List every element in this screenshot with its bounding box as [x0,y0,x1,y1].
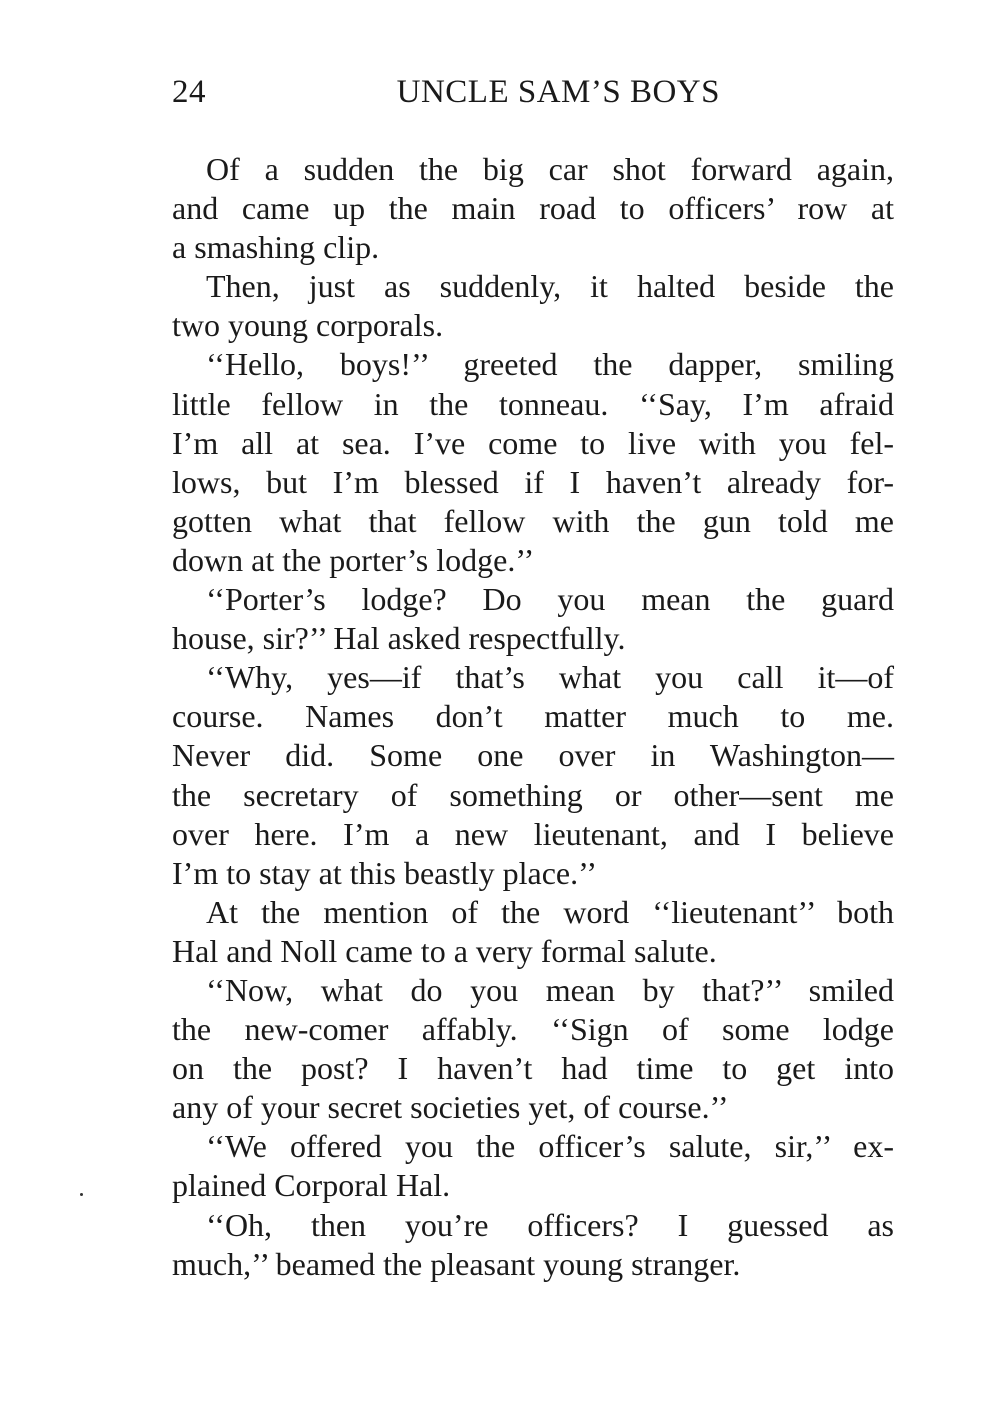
text-line: ‘‘Now, what do you mean by that?’’ smiled [206,971,894,1008]
text-line: over here. I’m a new lieutenant, and I believe [172,815,894,852]
text-line: Of a sudden the big car shot forward again, [206,151,894,187]
body-text [172,150,894,1284]
paragraph [172,345,894,580]
paragraph [172,893,894,971]
text-line: any of your secret societies yet, of course.’’ [172,1089,729,1126]
text-line: ‘‘Oh, then you’re officers? I guessed as [206,1206,894,1243]
text-line: two young corporals. [172,307,444,344]
paragraph [172,150,894,267]
text-line: At the mention of the word ‘‘lieutenant’’ both [206,893,894,930]
text-line: a smashing clip. [172,229,380,266]
text-line: the new-comer affably. ‘‘Sign of some lodge [172,1011,894,1048]
paragraph [172,1127,894,1205]
text-line: house, sir?’’ Hal asked respectfully. [172,620,626,657]
paragraph [172,267,894,345]
text-line: lows, but I’m blessed if I haven’t already for- [172,463,894,500]
running-head [172,70,720,114]
text-line: the secretary of something or other—sent me [172,776,894,813]
print-speck [80,1193,83,1196]
text-line: I’m all at sea. I’ve come to live with you fel- [172,424,894,461]
paragraph [172,1206,894,1284]
text-line: gotten what that fellow with the gun told me [172,502,894,539]
text-line: plained Corporal Hal. [172,1167,451,1204]
text-line: Then, just as suddenly, it halted beside the [206,268,894,305]
page-number: 24 [172,74,206,110]
text-line: ‘‘Why, yes—if that’s what you call it—of [206,659,894,696]
text-line: course. Names don’t matter much to me. [172,698,894,735]
paragraph [172,658,894,893]
book-title: UNCLE SAM’S BOYS [396,74,720,110]
text-line: much,’’ beamed the pleasant young stranger. [172,1245,741,1282]
text-line: ‘‘We offered you the officer’s salute, sir,’’ ex- [206,1128,894,1165]
text-line: little fellow in the tonneau. ‘‘Say, I’m afraid [172,385,894,422]
text-line: down at the porter’s lodge.’’ [172,541,535,578]
paragraph [172,971,894,1127]
text-line: ‘‘Hello, boys!’’ greeted the dapper, smiling [206,346,894,383]
text-line: and came up the main road to officers’ row at [172,190,894,227]
text-line: Never did. Some one over in Washington— [172,737,894,774]
text-line: on the post? I haven’t had time to get into [172,1050,894,1087]
text-line: Hal and Noll came to a very formal salute. [172,932,717,969]
text-line: I’m to stay at this beastly place.’’ [172,854,598,891]
text-line: ‘‘Porter’s lodge? Do you mean the guard [206,581,894,618]
paragraph [172,580,894,658]
